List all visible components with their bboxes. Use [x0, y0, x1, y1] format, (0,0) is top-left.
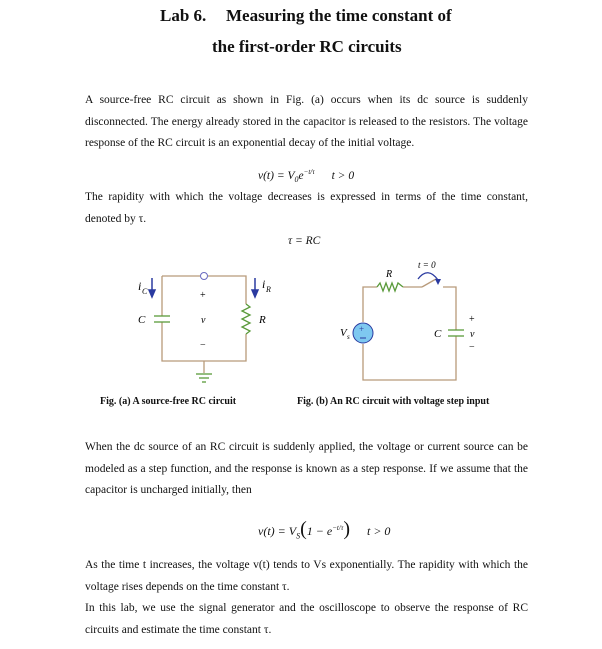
- equation-tau: τ = RC: [288, 235, 321, 247]
- caption-figure-b: Fig. (b) An RC circuit with voltage step input: [297, 396, 490, 407]
- label-plus-a: +: [200, 290, 206, 301]
- eq-sub: 0: [294, 175, 299, 185]
- label-minus-b: −: [469, 342, 475, 353]
- label-minus-a: −: [200, 340, 206, 351]
- voltage-source: [353, 323, 373, 343]
- equation-step-response: $v(t) = V_S(1 - e^{-t/\tau}) t > 0$: [258, 518, 391, 541]
- terminal-node: [201, 273, 208, 280]
- paragraph-intro: A source-free RC circuit as shown in Fig. (a) occurs when its dc source is suddenly disconnected. The energy already stored in the capacitor is released to the resistors. The voltage response of the RC circuit is an exponential decay of the initial voltage.: [85, 94, 528, 149]
- switch-arrowhead: [435, 279, 441, 285]
- label-v-a: v: [201, 315, 206, 326]
- paragraph-time: As the time t increases, the voltage v(t) tends to Vs exponentially. The rapidity with which the voltage rises depends on the time constant τ.: [85, 559, 528, 593]
- label-v-b: v: [470, 329, 475, 340]
- label-r-a: R: [259, 314, 266, 326]
- eq3-sub: S: [296, 531, 301, 541]
- resistor-a: [242, 304, 250, 334]
- eq-base: e: [298, 169, 304, 182]
- figure-b-circuit: [363, 287, 456, 380]
- label-vs: V: [340, 327, 347, 339]
- capacitor-b: [448, 330, 464, 336]
- eq3-cond: t > 0: [367, 524, 391, 538]
- ground-icon: [196, 374, 212, 382]
- capacitor-a: [154, 316, 170, 322]
- eq3-inner: 1 − e: [306, 524, 333, 538]
- label-c-a: C: [138, 314, 146, 326]
- paragraph-lab: In this lab, we use the signal generator and the oscilloscope to observe the response of RC circuits and estimate the time constant τ.: [85, 602, 528, 636]
- eq-exp: −t/τ: [303, 168, 315, 176]
- label-ic-sub: C: [142, 287, 148, 296]
- paragraph-step: When the dc source of an RC circuit is suddenly applied, the voltage or current source can be modeled as a step function, and the response is known as a step response. If we assume that the capacitor is uncharged initially, then: [85, 441, 528, 496]
- caption-figure-a: Fig. (a) A source-free RC circuit: [100, 396, 237, 407]
- switch: [422, 279, 436, 287]
- label-ic: i: [138, 279, 142, 293]
- label-ir: i: [262, 277, 266, 291]
- svg-text:+: +: [359, 324, 365, 334]
- eq-cond: t > 0: [331, 169, 355, 182]
- label-r-b: R: [386, 269, 393, 280]
- eq-lhs: v(t) = V: [258, 169, 295, 182]
- label-c-b: C: [434, 328, 442, 340]
- lab-number: Lab 6.: [160, 6, 207, 25]
- label-vs-sub: s: [347, 333, 350, 341]
- resistor-b: [377, 283, 403, 291]
- label-ir-sub: R: [266, 285, 271, 294]
- title-line-2: the first-order RC circuits: [212, 37, 402, 56]
- label-switch-time: t = 0: [418, 260, 436, 270]
- paragraph-rapidity: The rapidity with which the voltage decreases is expressed in terms of the time constant, denoted by τ.: [85, 191, 528, 225]
- label-plus-b: +: [469, 314, 475, 325]
- title-line-1: Measuring the time constant of: [226, 6, 452, 25]
- eq3-exp: −t/τ: [332, 524, 344, 532]
- eq3-lhs: v(t) = V: [258, 524, 297, 538]
